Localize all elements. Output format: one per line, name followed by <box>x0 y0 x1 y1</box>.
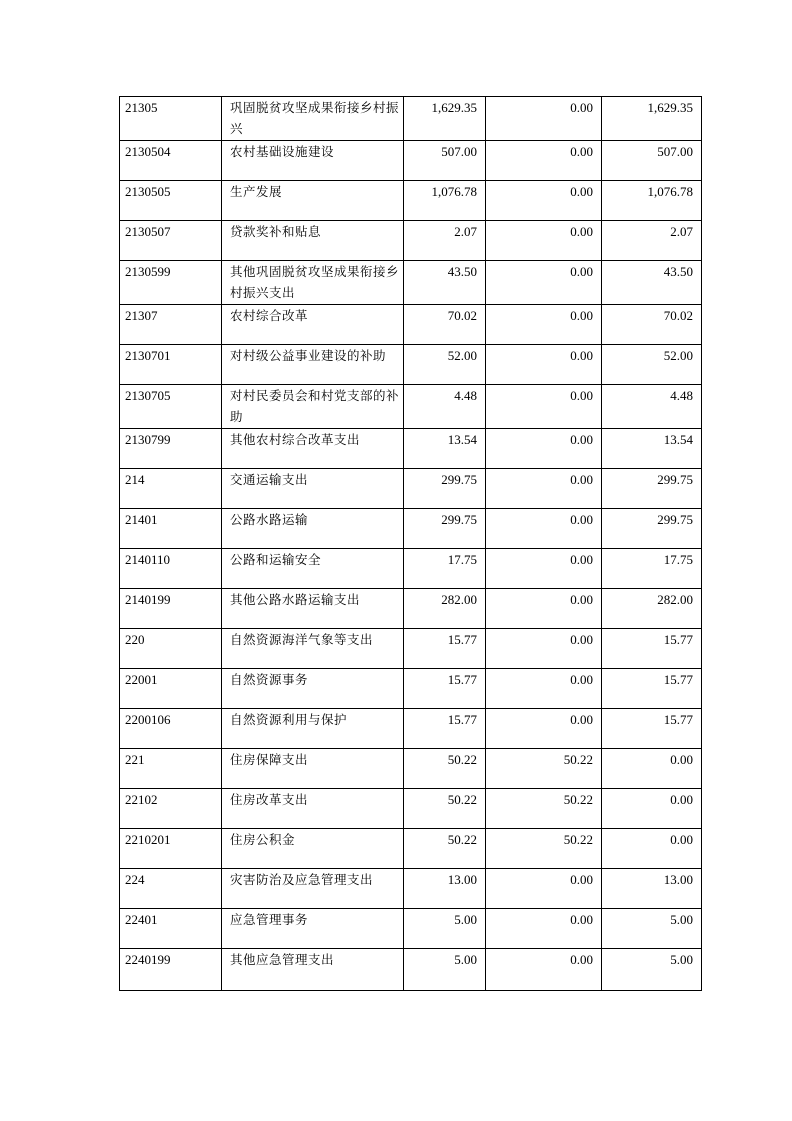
row-basic: 0.00 <box>570 912 593 927</box>
table-row <box>120 429 702 469</box>
row-total: 5.00 <box>454 912 477 927</box>
row-total-cell <box>404 869 486 909</box>
row-name-cell <box>222 829 404 869</box>
row-code: 2130799 <box>125 432 171 447</box>
row-code-cell <box>120 589 222 629</box>
row-total-cell <box>404 261 486 305</box>
table-row <box>120 709 702 749</box>
row-total: 507.00 <box>441 144 477 159</box>
row-total: 13.54 <box>447 432 477 447</box>
row-code: 2140199 <box>125 592 171 607</box>
row-code: 22401 <box>125 912 158 927</box>
row-project-cell <box>602 261 702 305</box>
table-row <box>120 549 702 589</box>
row-basic-cell <box>486 549 602 589</box>
row-basic-cell <box>486 909 602 949</box>
row-total-cell <box>404 709 486 749</box>
row-project-cell <box>602 749 702 789</box>
row-name: 公路和运输安全 <box>230 552 322 567</box>
table-body <box>120 97 702 991</box>
row-project: 15.77 <box>663 672 693 687</box>
row-name-cell <box>222 429 404 469</box>
row-basic: 0.00 <box>570 388 593 403</box>
table-row <box>120 669 702 709</box>
row-name-cell <box>222 949 404 991</box>
table-row <box>120 589 702 629</box>
row-code-cell <box>120 385 222 429</box>
row-name: 其他农村综合改革支出 <box>230 432 361 447</box>
row-basic: 0.00 <box>570 224 593 239</box>
row-name-cell <box>222 629 404 669</box>
row-project: 2.07 <box>670 224 693 239</box>
row-basic-cell <box>486 589 602 629</box>
row-project-cell <box>602 509 702 549</box>
row-project-cell <box>602 181 702 221</box>
row-name-cell <box>222 509 404 549</box>
row-basic-cell <box>486 669 602 709</box>
row-basic-cell <box>486 261 602 305</box>
row-basic: 0.00 <box>570 308 593 323</box>
row-code-cell <box>120 261 222 305</box>
row-total-cell <box>404 181 486 221</box>
row-code: 221 <box>125 752 145 767</box>
row-name-cell <box>222 669 404 709</box>
row-code: 22001 <box>125 672 158 687</box>
row-basic: 0.00 <box>570 348 593 363</box>
row-total-cell <box>404 789 486 829</box>
row-code: 220 <box>125 632 145 647</box>
row-project-cell <box>602 429 702 469</box>
row-name-cell <box>222 97 404 141</box>
row-project: 43.50 <box>663 264 693 279</box>
row-total: 282.00 <box>441 592 477 607</box>
table-row <box>120 221 702 261</box>
row-name-cell <box>222 469 404 509</box>
row-code: 2240199 <box>125 952 171 967</box>
row-basic: 0.00 <box>570 100 593 115</box>
row-code: 2130701 <box>125 348 171 363</box>
row-basic: 0.00 <box>570 872 593 887</box>
row-basic: 0.00 <box>570 952 593 967</box>
row-project: 5.00 <box>670 952 693 967</box>
table-row <box>120 261 702 305</box>
table-row <box>120 869 702 909</box>
row-code-cell <box>120 181 222 221</box>
row-basic-cell <box>486 829 602 869</box>
table-row <box>120 629 702 669</box>
row-code: 2130504 <box>125 144 171 159</box>
row-basic-cell <box>486 789 602 829</box>
row-code-cell <box>120 141 222 181</box>
row-name-cell <box>222 589 404 629</box>
row-code: 2130705 <box>125 388 171 403</box>
row-project: 15.77 <box>663 632 693 647</box>
row-basic: 0.00 <box>570 632 593 647</box>
row-code-cell <box>120 869 222 909</box>
row-total-cell <box>404 469 486 509</box>
row-basic: 0.00 <box>570 184 593 199</box>
row-project: 282.00 <box>657 592 693 607</box>
row-name: 农村综合改革 <box>230 308 309 323</box>
row-code-cell <box>120 305 222 345</box>
row-name: 自然资源海洋气象等支出 <box>230 632 374 647</box>
table-row <box>120 909 702 949</box>
row-code-cell <box>120 429 222 469</box>
table-row <box>120 749 702 789</box>
row-basic-cell <box>486 709 602 749</box>
row-name: 应急管理事务 <box>230 912 309 927</box>
budget-expenditure-table <box>119 96 702 991</box>
table-row <box>120 97 702 141</box>
row-basic: 0.00 <box>570 144 593 159</box>
row-code-cell <box>120 669 222 709</box>
row-name: 对村级公益事业建设的补助 <box>230 348 387 363</box>
row-project-cell <box>602 221 702 261</box>
row-name: 其他公路水路运输支出 <box>230 592 361 607</box>
row-project: 1,076.78 <box>647 184 693 199</box>
row-name-cell <box>222 221 404 261</box>
row-name-cell <box>222 869 404 909</box>
row-basic-cell <box>486 141 602 181</box>
row-project: 0.00 <box>670 792 693 807</box>
row-project-cell <box>602 949 702 991</box>
table-row <box>120 141 702 181</box>
row-project: 52.00 <box>663 348 693 363</box>
row-total-cell <box>404 221 486 261</box>
row-name-cell <box>222 789 404 829</box>
row-project: 299.75 <box>657 512 693 527</box>
row-basic: 0.00 <box>570 432 593 447</box>
row-total-cell <box>404 909 486 949</box>
row-code: 22102 <box>125 792 158 807</box>
row-total-cell <box>404 141 486 181</box>
row-name-cell <box>222 385 404 429</box>
table-row <box>120 181 702 221</box>
table-row <box>120 385 702 429</box>
row-total-cell <box>404 549 486 589</box>
row-total: 15.77 <box>447 712 477 727</box>
row-name: 住房保障支出 <box>230 752 309 767</box>
row-name: 自然资源事务 <box>230 672 309 687</box>
row-basic: 0.00 <box>570 712 593 727</box>
row-name-cell <box>222 749 404 789</box>
row-code: 2130505 <box>125 184 171 199</box>
row-basic-cell <box>486 429 602 469</box>
row-total-cell <box>404 97 486 141</box>
row-code: 2210201 <box>125 832 171 847</box>
row-name: 住房改革支出 <box>230 792 309 807</box>
row-code: 21305 <box>125 100 158 115</box>
row-name-cell <box>222 549 404 589</box>
row-basic-cell <box>486 221 602 261</box>
row-project: 13.54 <box>663 432 693 447</box>
row-project: 507.00 <box>657 144 693 159</box>
row-total: 17.75 <box>447 552 477 567</box>
row-basic-cell <box>486 385 602 429</box>
row-name-cell <box>222 709 404 749</box>
row-total: 5.00 <box>454 952 477 967</box>
row-name: 住房公积金 <box>230 832 296 847</box>
row-name: 农村基础设施建设 <box>230 144 335 159</box>
row-code: 224 <box>125 872 145 887</box>
row-total: 13.00 <box>447 872 477 887</box>
row-name-cell <box>222 345 404 385</box>
row-total: 50.22 <box>447 832 477 847</box>
row-project: 17.75 <box>663 552 693 567</box>
row-code-cell <box>120 829 222 869</box>
row-basic-cell <box>486 749 602 789</box>
row-name: 灾害防治及应急管理支出 <box>230 872 374 887</box>
row-name: 贷款奖补和贴息 <box>230 224 322 239</box>
row-basic-cell <box>486 509 602 549</box>
row-code: 21401 <box>125 512 158 527</box>
row-name: 其他巩固脱贫攻坚成果衔接乡村振兴支出 <box>230 264 400 300</box>
row-total: 2.07 <box>454 224 477 239</box>
row-total-cell <box>404 629 486 669</box>
row-name-cell <box>222 261 404 305</box>
row-code: 214 <box>125 472 145 487</box>
row-total: 50.22 <box>447 792 477 807</box>
row-total: 43.50 <box>447 264 477 279</box>
row-basic: 0.00 <box>570 512 593 527</box>
row-project-cell <box>602 141 702 181</box>
row-code: 2140110 <box>125 552 171 567</box>
row-total: 299.75 <box>441 512 477 527</box>
row-code-cell <box>120 469 222 509</box>
row-total: 15.77 <box>447 632 477 647</box>
row-basic-cell <box>486 469 602 509</box>
table-row <box>120 509 702 549</box>
row-project-cell <box>602 345 702 385</box>
row-basic: 0.00 <box>570 264 593 279</box>
row-project-cell <box>602 629 702 669</box>
row-code-cell <box>120 909 222 949</box>
row-code-cell <box>120 345 222 385</box>
row-name-cell <box>222 141 404 181</box>
table-row <box>120 949 702 991</box>
row-project-cell <box>602 589 702 629</box>
row-project-cell <box>602 469 702 509</box>
row-project-cell <box>602 789 702 829</box>
row-total-cell <box>404 749 486 789</box>
row-total-cell <box>404 829 486 869</box>
row-basic: 0.00 <box>570 552 593 567</box>
row-code-cell <box>120 949 222 991</box>
row-total-cell <box>404 949 486 991</box>
row-basic-cell <box>486 181 602 221</box>
row-name: 自然资源利用与保护 <box>230 712 348 727</box>
table-row <box>120 789 702 829</box>
table-row <box>120 305 702 345</box>
row-total: 1,076.78 <box>431 184 477 199</box>
row-total: 299.75 <box>441 472 477 487</box>
row-total-cell <box>404 345 486 385</box>
row-total-cell <box>404 669 486 709</box>
row-code-cell <box>120 97 222 141</box>
row-basic: 50.22 <box>563 752 593 767</box>
row-name-cell <box>222 181 404 221</box>
row-code-cell <box>120 789 222 829</box>
row-project-cell <box>602 97 702 141</box>
row-project-cell <box>602 305 702 345</box>
row-name: 公路水路运输 <box>230 512 309 527</box>
row-project: 1,629.35 <box>647 100 693 115</box>
row-basic: 50.22 <box>563 792 593 807</box>
row-project: 13.00 <box>663 872 693 887</box>
row-basic: 0.00 <box>570 472 593 487</box>
row-code-cell <box>120 509 222 549</box>
row-basic-cell <box>486 949 602 991</box>
row-name: 交通运输支出 <box>230 472 309 487</box>
row-total: 4.48 <box>454 388 477 403</box>
row-total-cell <box>404 305 486 345</box>
row-project-cell <box>602 669 702 709</box>
row-total: 1,629.35 <box>431 100 477 115</box>
row-project-cell <box>602 709 702 749</box>
row-project-cell <box>602 385 702 429</box>
row-name-cell <box>222 909 404 949</box>
row-basic-cell <box>486 629 602 669</box>
row-name: 其他应急管理支出 <box>230 952 335 967</box>
row-name: 对村民委员会和村党支部的补助 <box>230 388 400 424</box>
table-row <box>120 345 702 385</box>
table-row <box>120 829 702 869</box>
row-code-cell <box>120 549 222 589</box>
row-total-cell <box>404 429 486 469</box>
row-code-cell <box>120 749 222 789</box>
row-basic-cell <box>486 345 602 385</box>
row-basic: 0.00 <box>570 592 593 607</box>
row-total: 15.77 <box>447 672 477 687</box>
row-basic-cell <box>486 305 602 345</box>
row-project-cell <box>602 549 702 589</box>
row-project: 0.00 <box>670 832 693 847</box>
row-project-cell <box>602 829 702 869</box>
row-project: 4.48 <box>670 388 693 403</box>
row-code: 21307 <box>125 308 158 323</box>
row-total-cell <box>404 509 486 549</box>
row-project: 70.02 <box>663 308 693 323</box>
row-code: 2200106 <box>125 712 171 727</box>
row-total-cell <box>404 589 486 629</box>
row-total: 50.22 <box>447 752 477 767</box>
row-project: 0.00 <box>670 752 693 767</box>
row-code: 2130599 <box>125 264 171 279</box>
row-project-cell <box>602 869 702 909</box>
row-total-cell <box>404 385 486 429</box>
row-code-cell <box>120 629 222 669</box>
row-basic-cell <box>486 97 602 141</box>
row-name: 巩固脱贫攻坚成果衔接乡村振兴 <box>230 100 400 136</box>
row-project: 299.75 <box>657 472 693 487</box>
row-name: 生产发展 <box>230 184 283 199</box>
row-total: 70.02 <box>447 308 477 323</box>
row-code-cell <box>120 221 222 261</box>
row-project: 15.77 <box>663 712 693 727</box>
row-project: 5.00 <box>670 912 693 927</box>
row-code-cell <box>120 709 222 749</box>
row-basic: 50.22 <box>563 832 593 847</box>
row-code: 2130507 <box>125 224 171 239</box>
row-basic: 0.00 <box>570 672 593 687</box>
row-project-cell <box>602 909 702 949</box>
row-basic-cell <box>486 869 602 909</box>
row-name-cell <box>222 305 404 345</box>
table-row <box>120 469 702 509</box>
row-total: 52.00 <box>447 348 477 363</box>
